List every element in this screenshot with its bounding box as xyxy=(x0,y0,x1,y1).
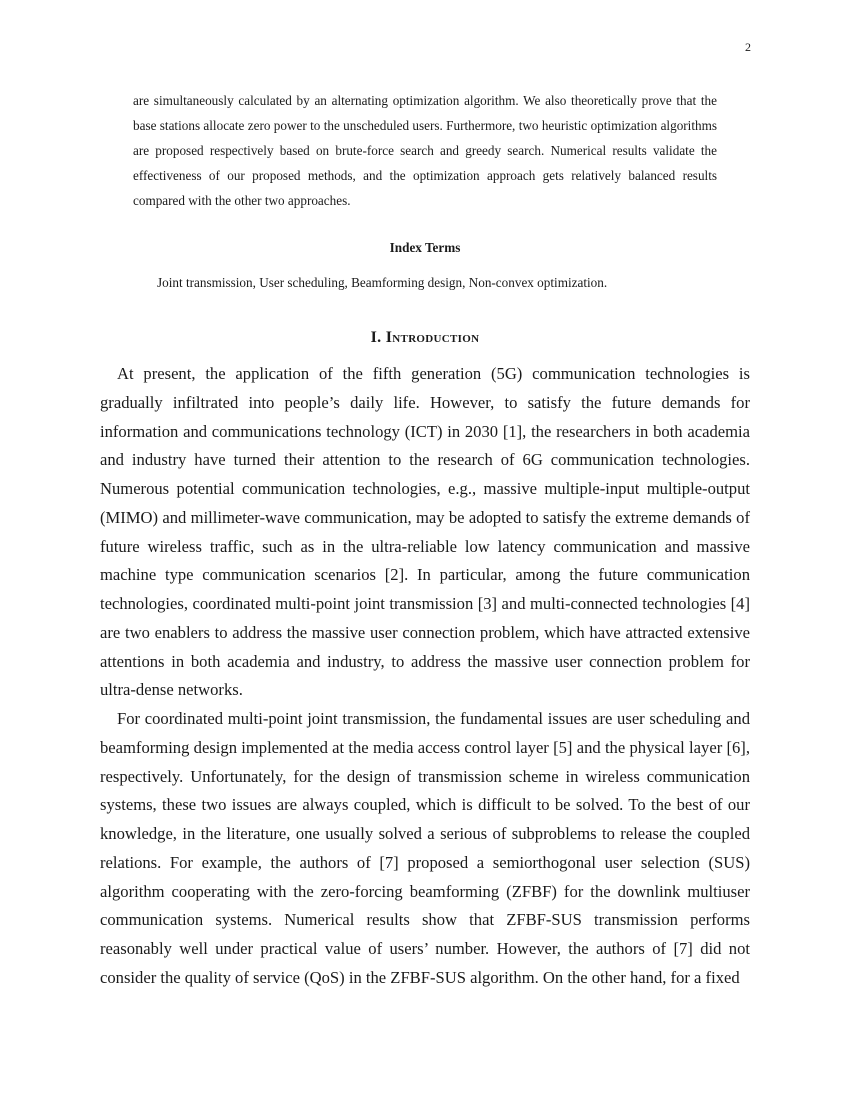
introduction-paragraph-1: At present, the application of the fifth generation (5G) communication technologies is gradually infiltrated into people’s daily life. However, to satisfy the future demands for information and communications technology (ICT) in 2030 [1], the researchers in both academia and industry have turned their attention to the research of 6G communication technologies. Numerous potential communication technologies, e.g., massive multiple-input multiple-output (MIMO) and millimeter-wave communication, may be adopted to satisfy the extreme demands of future wireless traffic, such as in the ultra-reliable low latency communication and massive machine type communication scenarios [2]. In particular, among the future communication technologies, coordinated multi-point joint transmission [3] and multi-connected technologies [4] are two enablers to address the massive user connection problem, which have attracted extensive attentions in both academia and industry, to address the massive user connection problem for ultra-dense networks. xyxy=(100,364,750,700)
index-terms-heading: Index Terms xyxy=(389,240,461,255)
section-heading-introduction: I. Introduction xyxy=(370,329,480,346)
abstract-text: are simultaneously calculated by an alternating optimization algorithm. We also theoretically prove that the base stations allocate zero power to the unscheduled users. Furthermore, two heuristic optimization algorithms are proposed respectively based on brute-force search and greedy search. Numerical results validate the effectiveness of our proposed methods, and the optimization approach gets relatively balanced results compared with the other two approaches. xyxy=(133,93,717,208)
introduction-paragraph-2: For coordinated multi-point joint transmission, the fundamental issues are user scheduling and beamforming design implemented at the media access control layer [5] and the physical layer [6], respectively. Unfortunately, for the design of transmission scheme in wireless communication systems, these two issues are always coupled, which is difficult to be solved. To the best of our knowledge, in the literature, one usually solved a serious of subproblems to release the coupled relations. For example, the authors of [7] proposed a semiorthogonal user selection (SUS) algorithm cooperating with the zero-forcing beamforming (ZFBF) for the downlink multiuser communication systems. Numerical results show that ZFBF-SUS transmission performs reasonably well under practical value of users’ number. However, the authors of [7] did not consider the quality of service (QoS) in the ZFBF-SUS algorithm. On the other hand, for a fixed xyxy=(100,709,750,987)
page-number: 2 xyxy=(745,40,751,54)
index-terms-text: Joint transmission, User scheduling, Beamforming design, Non-convex optimization. xyxy=(157,275,608,290)
introduction-body xyxy=(100,360,750,993)
